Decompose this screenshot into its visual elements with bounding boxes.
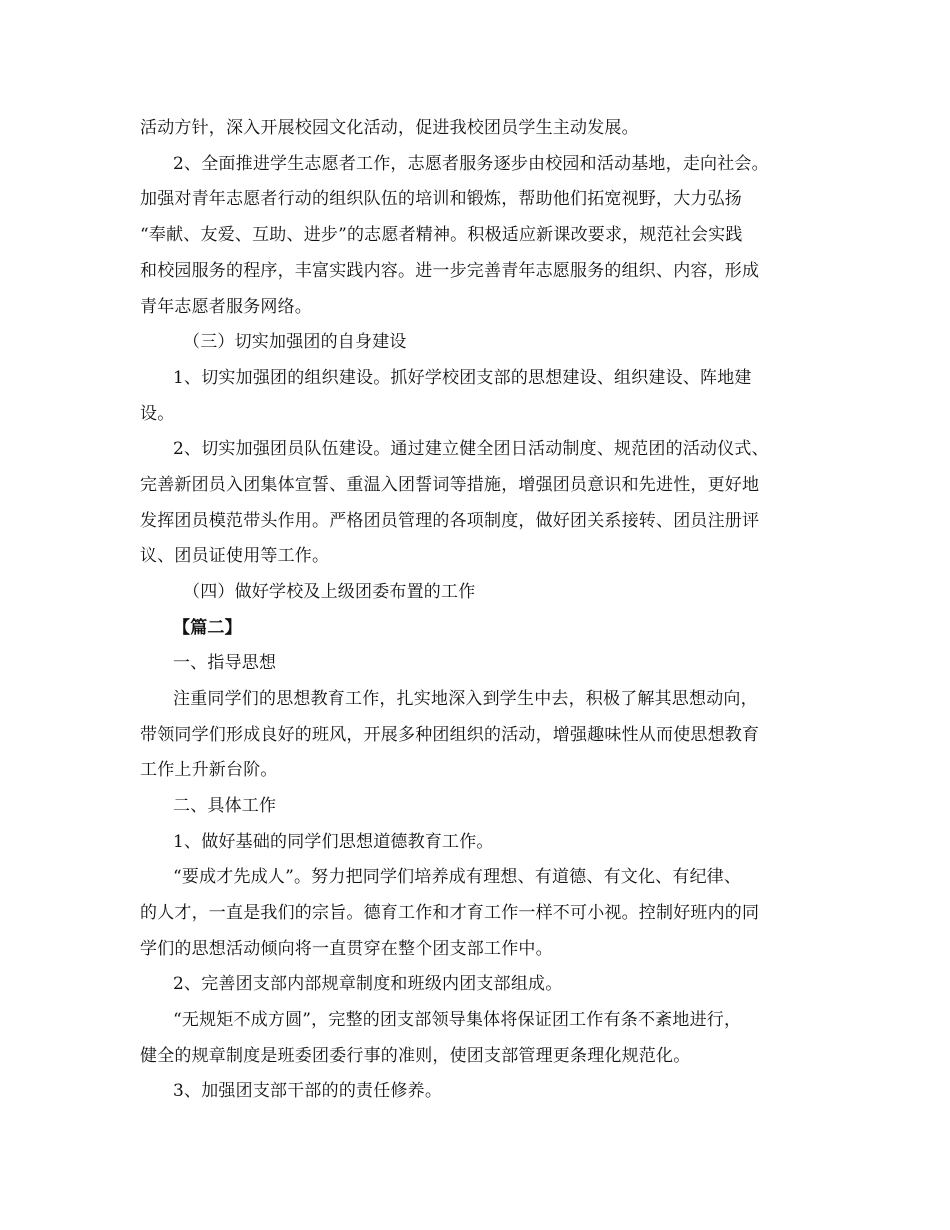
- text-line: “无规矩不成方圆”，完整的团支部领导集体将保证团工作有条不紊地进行，: [173, 1010, 742, 1030]
- text-line: 健全的规章制度是班委团委行事的准则，使团支部管理更条理化规范化。: [140, 1046, 691, 1066]
- text-line: 工作上升新台阶。: [140, 760, 278, 780]
- section-heading: 二、具体工作: [173, 796, 277, 816]
- section-heading: （四）做好学校及上级团委布置的工作: [183, 582, 476, 602]
- text-line: 1、切实加强团的组织建设。抓好学校团支部的思想建设、组织建设、阵地建: [173, 368, 752, 388]
- text-line: 2、完善团支部内部规章制度和班级内团支部组成。: [173, 974, 563, 994]
- section-heading: 一、指导思想: [173, 653, 277, 673]
- text-line: “要成才先成人”。努力把同学们培养成有理想、有道德、有文化、有纪律、: [173, 867, 742, 887]
- text-line: 2、切实加强团员队伍建设。通过建立健全团日活动制度、规范团的活动仪式、: [173, 439, 769, 459]
- text-line: 发挥团员模范带头作用。严格团员管理的各项制度，做好团关系接转、团员注册评: [140, 511, 760, 531]
- text-line: 3、加强团支部干部的的责任修养。: [173, 1081, 443, 1101]
- part-title: 【篇二】: [173, 618, 242, 638]
- text-line: 设。: [140, 404, 175, 424]
- text-line: 活动方针，深入开展校园文化活动，促进我校团员学生主动发展。: [140, 118, 639, 138]
- text-line: 学们的思想活动倾向将一直贯穿在整个团支部工作中。: [140, 939, 553, 959]
- text-line: 2、全面推进学生志愿者工作，志愿者服务逐步由校园和活动基地，走向社会。: [173, 154, 769, 174]
- text-line: 带领同学们形成良好的班风，开展多种团组织的活动，增强趣味性从而使思想教育: [140, 725, 760, 745]
- text-line: 和校园服务的程序，丰富实践内容。进一步完善青年志愿服务的组织、内容，形成: [140, 261, 760, 281]
- text-line: 完善新团员入团集体宣誓、重温入团誓词等措施，增强团员意识和先进性，更好地: [140, 475, 760, 495]
- text-line: “奉献、友爱、互助、进步”的志愿者精神。积极适应新课改要求，规范社会实践: [140, 225, 743, 245]
- section-heading: （三）切实加强团的自身建设: [183, 332, 407, 352]
- text-line: 青年志愿者服务网络。: [140, 297, 312, 317]
- text-line: 加强对青年志愿者行动的组织队伍的培训和锻炼，帮助他们拓宽视野，大力弘扬: [140, 189, 742, 209]
- text-line: 1、做好基础的同学们思想道德教育工作。: [173, 832, 494, 852]
- text-line: 议、团员证使用等工作。: [140, 546, 330, 566]
- text-line: 注重同学们的思想教育工作，扎实地深入到学生中去，积极了解其思想动向，: [173, 689, 758, 709]
- text-line: 的人才，一直是我们的宗旨。德育工作和才育工作一样不可小视。控制好班内的同: [140, 903, 760, 923]
